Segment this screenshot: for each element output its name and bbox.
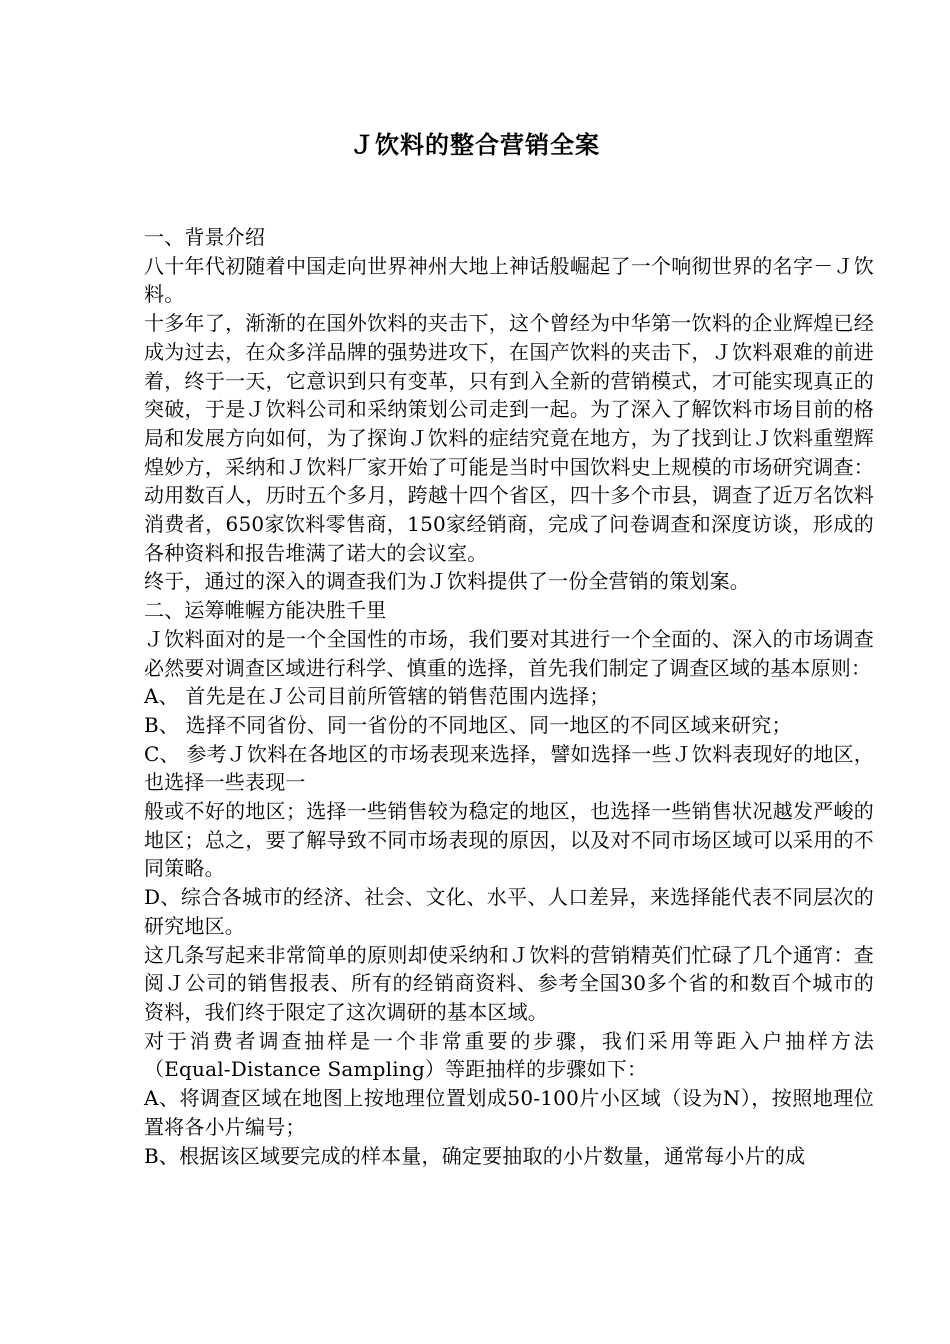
principle-item: A、 首先是在Ｊ公司目前所管辖的销售范围内选择； [144,684,610,709]
paragraph: 对于消费者调查抽样是一个非常重要的步骤，我们采用等距入户抽样方法（Equal-Distance Sampling）等距抽样的步骤如下： [144,1028,874,1082]
paragraph: 般或不好的地区；选择一些销售较为稳定的地区，也选择一些销售状况越发严峻的地区；总之，要了解导致不同市场表现的原因，以及对不同市场区域可以采用的不同策略。 [144,799,874,881]
sampling-step: B、根据该区域要完成的样本量，确定要抽取的小片数量，通常每小片的成 [144,1143,806,1168]
heading-background: 一、背景介绍 [144,225,266,249]
sampling-step: A、将调查区域在地图上按地理位置划成50-100片小区域（设为N），按照地理位置将各小片编号； [144,1086,874,1139]
paragraph: 这几条写起来非常简单的原则却使采纳和Ｊ饮料的营销精英们忙碌了几个通宵：查阅Ｊ公司的销售报表、所有的经销商资料、参考全国30多个省的和数百个城市的资料，我们终于限定了这次调研的基本区域。 [144,942,874,1024]
paragraph: 终于，通过的深入的调查我们为Ｊ饮料提供了一份全营销的策划案。 [144,569,750,594]
principle-item: D、综合各城市的经济、社会、文化、水平、人口差异，来选择能代表不同层次的研究地区。 [144,885,874,938]
paragraph: 八十年代初随着中国走向世界神州大地上神话般崛起了一个响彻世界的名字－Ｊ饮料。 [144,253,874,307]
paragraph: 十多年了，渐渐的在国外饮料的夹击下，这个曾经为中华第一饮料的企业辉煌已经成为过去，在众多洋品牌的强势进攻下，在国产饮料的夹击下，Ｊ饮料艰难的前进着，终于一天，它意识到只有变革，只有到入全新的营销模式，才可能实现真正的突破，于是Ｊ饮料公司和采纳策划公司走到一起。为了深入了解饮料市场目前的格局和发展方向如何，为了探询Ｊ饮料的症结究竟在地方，为了找到让Ｊ饮料重塑辉煌妙方，采纳和Ｊ饮料厂家开始了可能是当时中国饮料史上规模的市场研究调查：动用数百人，历时五个多月，跨越十四个省区，四十多个市县，调查了近万名饮料消费者，650家饮料零售商，150家经销商，完成了问卷调查和深度访谈，形成的各种资料和报告堆满了诺大的会议室。 [144,311,874,565]
heading-planning: 二、运筹帷幄方能决胜千里 [144,598,387,623]
principle-item: B、 选择不同省份、同一省份的不同地区、同一地区的不同区域来研究； [144,712,792,737]
document-body [144,223,874,1170]
paragraph: Ｊ饮料面对的是一个全国性的市场，我们要对其进行一个全面的、深入的市场调查必然要对调查区域进行科学、慎重的选择，首先我们制定了调查区域的基本原则： [144,626,874,680]
document-title: Ｊ饮料的整合营销全案 [350,131,600,159]
principle-item: C、 参考Ｊ饮料在各地区的市场表现来选择，譬如选择一些Ｊ饮料表现好的地区，也选择一些表现一 [144,741,874,795]
